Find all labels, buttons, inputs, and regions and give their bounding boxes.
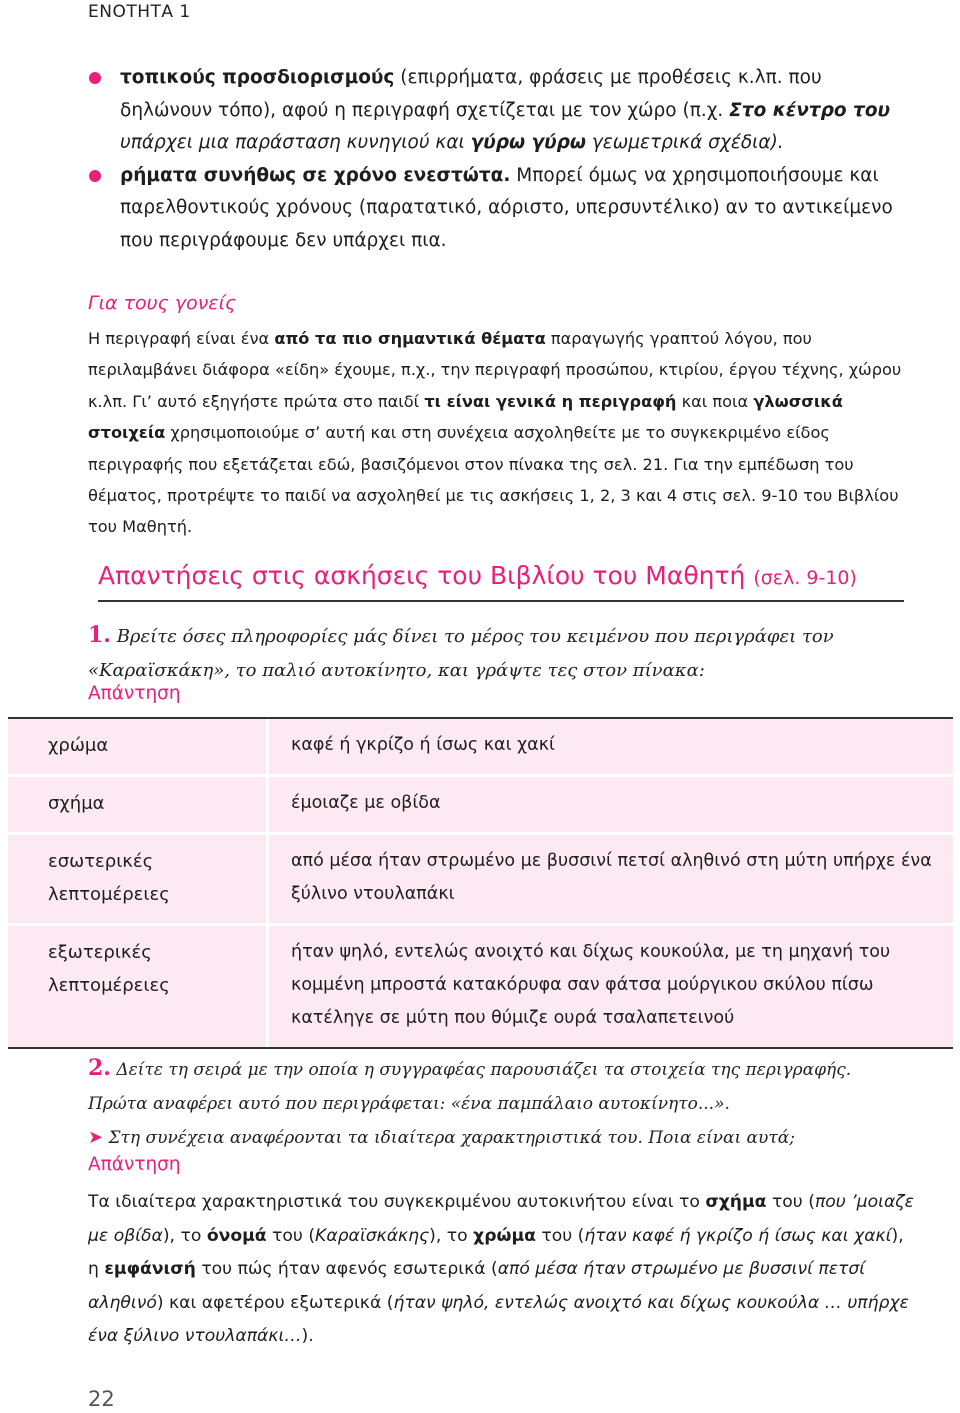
section-title-text: Απαντήσεις στις ασκήσεις του Βιβλίου του Μαθητή: [98, 561, 746, 590]
parents-text: παραγωγής γραπτού λόγου, που περιλαμβάνει διάφορα «είδη» έχουμε, π.χ., την περιγραφή προσώπου, κτιρίου, έργου τέχνης, χώρου κ.λπ. Γι’ αυτό εξηγήστε πρώτα στο παιδί: [88, 329, 902, 411]
answer-quote: που ’μοιαζε με οβίδα: [88, 1192, 914, 1246]
row-value: ήταν ψηλό, εντελώς ανοιχτό και δίχως κουκούλα, με τη μηχανή του κομμένη μπροστά κατακόρυφα σαν φάτσα μούργικου σκύλου πίσω κατέληγε σε μύτη που θύμιζε ουρά τσαλαπετεινού: [266, 926, 953, 1047]
row-label: σχήμα: [48, 793, 105, 814]
row-value: από μέσα ήταν στρωμένο με βυσσινί πετσί αληθινό στη μύτη υπήρχε ένα ξύλινο ντουλαπάκι: [266, 835, 953, 923]
bullet-example: υπάρχει μια παράσταση κυνηγιού και: [120, 132, 471, 153]
answer-paragraph: [88, 1186, 918, 1354]
table-row: [8, 719, 953, 774]
answer-label: Απάντηση: [88, 683, 181, 704]
answer-quote: Καραϊσκάκης: [315, 1225, 430, 1246]
answer-text: ) και αφετέρου εξωτερικά (: [156, 1292, 394, 1313]
bullet-term: τοπικούς προσδιορισμούς: [120, 67, 395, 88]
question-2: [88, 1051, 918, 1155]
table-row: [8, 774, 953, 832]
row-label: χρώμα: [48, 735, 109, 756]
bullet-text: Μπορεί όμως να χρησιμοποιήσουμε και παρελθοντικούς χρόνους (παρατατικό, αόριστο, υπερσυντέλικο) αν το αντικείμενο που περιγράφουμε δεν υπάρχει πια.: [120, 164, 893, 251]
row-label: εξωτερικές λεπτομέρειες: [48, 942, 170, 996]
question-text: Βρείτε όσες πληροφορίες μάς δίνει το μέρος του κειμένου που περιγράφει τον «Καραϊσκάκη», το παλιό αυτοκίνητο, και γράψτε τες στον πίνακα:: [88, 626, 834, 681]
question-line: [88, 1051, 918, 1087]
bullet-icon: [89, 72, 101, 84]
row-value: έμοιαζε με οβίδα: [266, 777, 953, 832]
bullet-example: Στο κέντρο του: [729, 99, 891, 121]
question-text: Στη συνέχεια αναφέρονται τα ιδιαίτερα χαρακτηριστικά του. Ποια είναι αυτά;: [108, 1128, 795, 1148]
answer-text: ), η: [88, 1225, 904, 1280]
section-page-ref: (σελ. 9-10): [753, 567, 857, 589]
bullet-example: γεωμετρικά σχέδια).: [585, 132, 784, 153]
bullet-term: ρήματα συνήθως σε χρόνο ενεστώτα.: [120, 164, 511, 186]
answer-text: του (: [535, 1225, 585, 1246]
question-number: 1.: [88, 622, 111, 648]
answer-text: του πώς ήταν αφενός εσωτερικά (: [195, 1259, 498, 1280]
info-table: [8, 717, 953, 1049]
parents-emphasis: γλωσσικά στοιχεία: [88, 391, 843, 443]
list-item: [88, 160, 918, 258]
answer-text: Τα ιδιαίτερα χαρακτηριστικά του συγκεκριμένου αυτοκινήτου είναι το: [88, 1192, 706, 1212]
question-text: Δείτε τη σειρά με την οποία η συγγραφέας παρουσιάζει τα στοιχεία της περιγραφής.: [116, 1060, 852, 1080]
row-label: εσωτερικές λεπτομέρειες: [48, 851, 170, 905]
parents-emphasis: από τα πιο σημαντικά θέματα: [274, 329, 546, 348]
question-line: Πρώτα αναφέρει αυτό που περιγράφεται: «ένα παμπάλαιο αυτοκίνητο...».: [88, 1094, 730, 1114]
question-number: 2.: [88, 1055, 111, 1081]
page-number: 22: [88, 1387, 115, 1411]
list-item: [88, 62, 918, 160]
row-value: καφέ ή γκρίζο ή ίσως και χακί: [266, 719, 953, 774]
question-line: [88, 1121, 918, 1155]
parents-text: χρησιμοποιούμε σ’ αυτή και στη συνέχεια ασχοληθείτε με το συγκεκριμένο είδος περιγραφής που εξετάζεται εδώ, βασιζόμενοι στον πίνακα της σελ. 21. Για την εμπέδωση του θέματος, προτρέψτε το παιδί να ασχοληθεί με τις ασκήσεις 1, 2, 3 και 4 στις σελ. 9-10 του Βιβλίου του Μαθητή.: [88, 423, 899, 537]
answer-quote: ήταν ψηλό, εντελώς ανοιχτό και δίχως κουκούλα … υπήρχε ένα ξύλινο ντουλαπάκι…: [88, 1292, 909, 1347]
answer-keyword: εμφάνισή: [104, 1259, 196, 1280]
bullet-text: (επιρρήματα, φράσεις με προθέσεις κ.λπ. που δηλώνουν τόπο), αφού η περιγραφή σχετίζεται με τον χώρο (π.χ.: [120, 67, 822, 121]
answer-quote: από μέσα ήταν στρωμένο με βυσσινί πετσί αληθινό: [88, 1259, 866, 1313]
answer-text: του (: [766, 1192, 815, 1212]
parents-paragraph: [88, 323, 918, 543]
answer-text: του (: [266, 1225, 316, 1246]
bullet-example: γύρω γύρω: [470, 132, 586, 153]
parents-heading: Για τους γονείς: [88, 292, 237, 314]
bullet-icon: [89, 170, 101, 182]
answer-text: ), το: [429, 1225, 474, 1246]
answer-quote: ήταν καφέ ή γκρίζο ή ίσως και χακί: [584, 1225, 892, 1246]
section-title: [98, 561, 904, 602]
question-1: [88, 618, 918, 688]
bullet-list: [88, 62, 918, 257]
answer-label: Απάντηση: [88, 1154, 181, 1175]
answer-keyword: σχήμα: [705, 1192, 767, 1212]
parents-text: Η περιγραφή είναι ένα: [88, 329, 275, 348]
table-row: [8, 832, 953, 923]
answer-keyword: όνομά: [206, 1225, 267, 1246]
parents-emphasis: τι είναι γενικά η περιγραφή: [424, 391, 677, 411]
table-row: [8, 923, 953, 1047]
answer-text: ).: [301, 1326, 314, 1347]
parents-text: και ποια: [676, 391, 754, 411]
arrow-icon: ➤: [88, 1127, 104, 1148]
answer-text: ), το: [162, 1225, 207, 1246]
answer-keyword: χρώμα: [473, 1225, 536, 1246]
chapter-header: ΕΝΟΤΗΤΑ 1: [88, 2, 191, 22]
